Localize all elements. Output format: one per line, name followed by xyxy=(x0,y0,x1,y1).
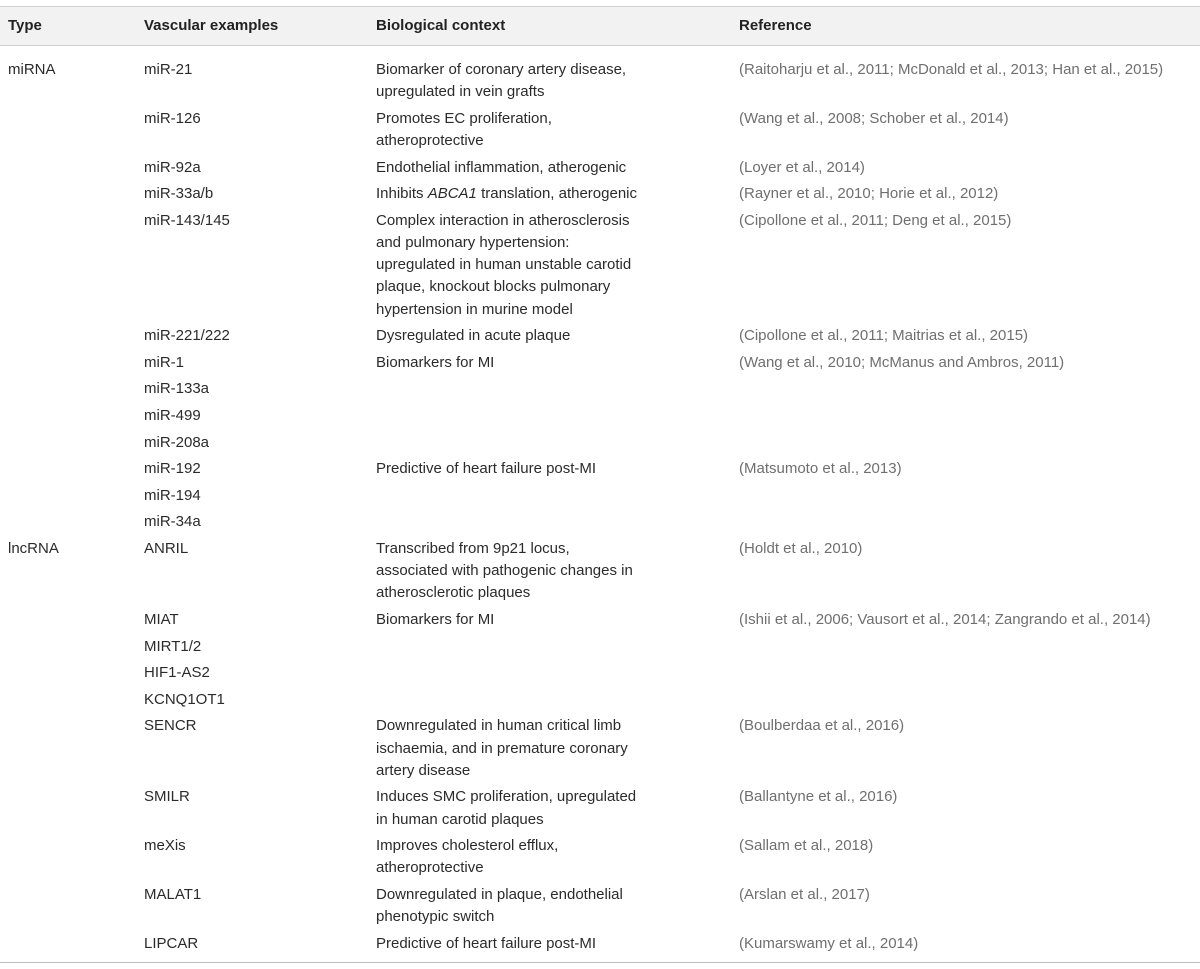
reference-cell: (Wang et al., 2008; Schober et al., 2014) xyxy=(739,109,1009,127)
example-cell: miR-499 xyxy=(144,407,201,424)
example-cell: meXis xyxy=(144,837,186,855)
reference-cell: (Raitoharju et al., 2011; McDonald et al., 2013; Han et al., 2015) xyxy=(739,61,1164,78)
table-body xyxy=(0,46,1200,963)
context-line: plaque, knockout blocks pulmonary xyxy=(376,278,611,296)
reference-cell: (Wang et al., 2010; McManus and Ambros, 2011) xyxy=(739,353,1065,371)
example-cell: miR-133a xyxy=(144,380,210,398)
context-line: Induces SMC proliferation, upregulated xyxy=(376,788,637,806)
context-cell xyxy=(376,183,637,205)
example-cell: KCNQ1OT1 xyxy=(144,690,225,708)
example-cell: miR-1 xyxy=(144,353,184,371)
reference-cell: (Matsumoto et al., 2013) xyxy=(739,460,902,478)
example-cell: LIPCAR xyxy=(144,934,199,952)
example-cell: miR-143/145 xyxy=(144,211,230,229)
reference-cell: (Sallam et al., 2018) xyxy=(739,837,874,855)
context-line: Biomarkers for MI xyxy=(376,353,495,371)
type-cell: lncRNA xyxy=(8,540,59,557)
reference-cell: (Cipollone et al., 2011; Deng et al., 2015) xyxy=(739,211,1012,229)
example-cell: miR-92a xyxy=(144,158,201,176)
context-line: associated with pathogenic changes in xyxy=(376,562,633,580)
header-reference: Reference xyxy=(739,17,812,34)
table-header xyxy=(0,6,1200,46)
type-cell: miRNA xyxy=(8,61,56,78)
context-line: Dysregulated in acute plaque xyxy=(376,327,571,345)
context-line: upregulated in human unstable carotid xyxy=(376,256,632,274)
context-line: Downregulated in human critical limb xyxy=(376,717,622,735)
context-line: Downregulated in plaque, endothelial xyxy=(376,886,623,903)
context-line: in human carotid plaques xyxy=(376,810,544,828)
context-line: atheroprotective xyxy=(376,131,484,149)
context-line: atherosclerotic plaques xyxy=(376,584,531,602)
example-cell: miR-34a xyxy=(144,513,201,531)
reference-cell: (Holdt et al., 2010) xyxy=(739,540,863,557)
reference-cell: (Cipollone et al., 2011; Maitrias et al., 2015) xyxy=(739,327,1029,345)
example-cell: MIAT xyxy=(144,611,179,628)
header-type: Type xyxy=(8,17,42,34)
reference-cell: (Kumarswamy et al., 2014) xyxy=(739,934,919,952)
example-cell: ANRIL xyxy=(144,540,189,557)
example-cell: SENCR xyxy=(144,717,197,735)
context-line: and pulmonary hypertension: xyxy=(376,233,570,251)
reference-cell: (Ishii et al., 2006; Vausort et al., 2014; Zangrando et al., 2014) xyxy=(739,611,1151,628)
context-line: phenotypic switch xyxy=(376,908,495,926)
example-cell: MALAT1 xyxy=(144,886,202,903)
context-line: ischaemia, and in premature coronary xyxy=(376,739,628,757)
context-text: Inhibits xyxy=(376,185,428,203)
example-cell: miR-221/222 xyxy=(144,327,230,345)
context-line: Predictive of heart failure post-MI xyxy=(376,460,597,478)
reference-cell: (Rayner et al., 2010; Horie et al., 2012) xyxy=(739,185,999,203)
reference-cell: (Boulberdaa et al., 2016) xyxy=(739,717,905,735)
example-cell: miR-126 xyxy=(144,109,201,127)
data-table xyxy=(0,6,1200,963)
example-cell: miR-21 xyxy=(144,61,193,78)
context-line: Promotes EC proliferation, xyxy=(376,109,552,127)
context-line: Biomarker of coronary artery disease, xyxy=(376,61,627,78)
context-line: hypertension in murine model xyxy=(376,300,573,318)
context-line: Endothelial inflammation, atherogenic xyxy=(376,158,627,176)
context-line: Predictive of heart failure post-MI xyxy=(376,934,597,952)
example-cell: miR-33a/b xyxy=(144,185,214,203)
reference-cell: (Loyer et al., 2014) xyxy=(739,158,865,176)
reference-cell: (Ballantyne et al., 2016) xyxy=(739,788,898,806)
example-cell: MIRT1/2 xyxy=(144,637,202,655)
context-line: artery disease xyxy=(376,761,471,779)
context-line: upregulated in vein grafts xyxy=(376,83,545,101)
example-cell: HIF1-AS2 xyxy=(144,664,210,682)
context-line: Transcribed from 9p21 locus, xyxy=(376,540,570,557)
example-cell: miR-194 xyxy=(144,486,201,504)
example-cell: miR-192 xyxy=(144,460,201,478)
reference-cell: (Arslan et al., 2017) xyxy=(739,886,870,903)
header-vascular-examples: Vascular examples xyxy=(144,17,279,34)
gene-name: ABCA1 xyxy=(427,185,477,203)
example-cell: SMILR xyxy=(144,788,190,806)
context-line: Improves cholesterol efflux, xyxy=(376,837,559,855)
context-line: Biomarkers for MI xyxy=(376,611,495,628)
context-line: Complex interaction in atherosclerosis xyxy=(376,211,630,229)
header-biological-context: Biological context xyxy=(376,17,506,34)
context-text: translation, atherogenic xyxy=(476,185,638,203)
example-cell: miR-208a xyxy=(144,433,210,451)
context-line: atheroprotective xyxy=(376,859,484,877)
